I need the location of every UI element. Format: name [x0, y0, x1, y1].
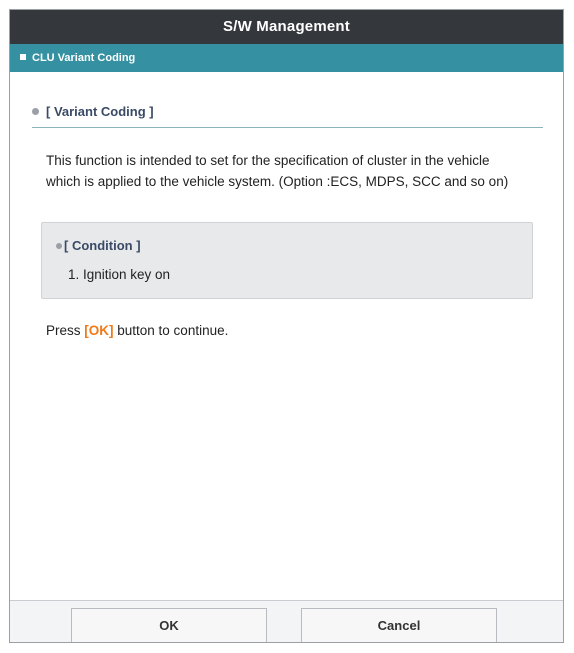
instruction-suffix: button to continue. [113, 323, 229, 338]
description-text [46, 150, 546, 192]
section-title: [ Variant Coding ] [46, 104, 154, 119]
button-footer [10, 600, 563, 642]
ok-highlight: [OK] [84, 323, 114, 338]
sw-management-dialog [9, 9, 564, 643]
section-heading [32, 102, 543, 128]
condition-box [41, 222, 533, 299]
subheader-label: CLU Variant Coding [32, 52, 136, 64]
bullet-dot-icon [56, 243, 62, 249]
instruction-text [46, 323, 228, 338]
bullet-dot-icon [32, 108, 39, 115]
instruction-prefix: Press [46, 323, 85, 338]
condition-title: [ Condition ] [64, 238, 141, 253]
square-bullet-icon [20, 54, 26, 60]
cancel-button[interactable]: Cancel [301, 608, 497, 642]
subheader-bar [10, 44, 563, 72]
ok-button[interactable]: OK [71, 608, 267, 642]
condition-heading [56, 238, 141, 253]
description-line: which is applied to the vehicle system. (Option :ECS, MDPS, SCC and so on) [46, 174, 509, 189]
description-line: This function is intended to set for the specification of cluster in the vehicle [46, 153, 490, 168]
condition-item: 1. Ignition key on [68, 267, 171, 282]
window-title: S/W Management [10, 10, 563, 44]
